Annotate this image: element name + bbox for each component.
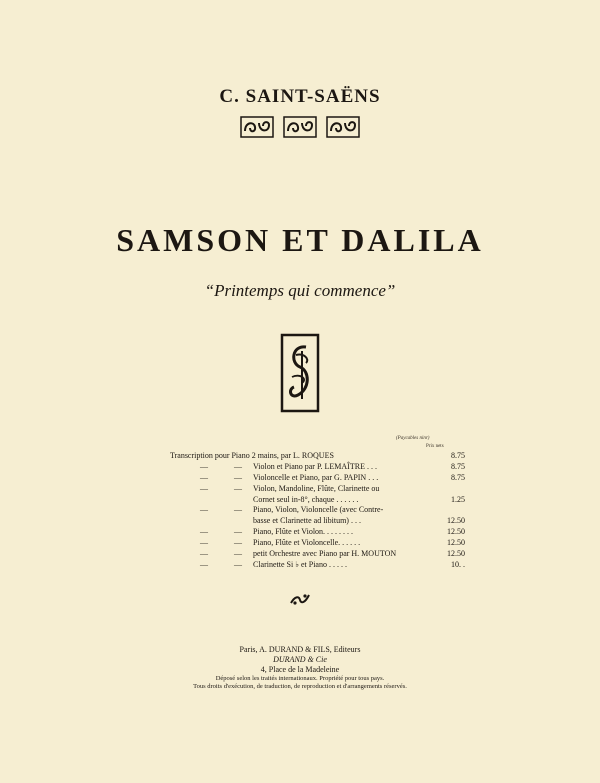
scroll-ornament-icon — [283, 116, 317, 138]
arrangement-price: 12.50 — [447, 516, 465, 526]
ditto-dash: — — [234, 483, 242, 493]
arrangement-price: 10. . — [451, 559, 465, 569]
work-subtitle: “Printemps qui commence” — [204, 281, 396, 300]
arrangement-price: 12.50 — [447, 549, 465, 559]
list-item — [170, 527, 465, 538]
list-item — [170, 451, 465, 462]
ditto-dash: — — [234, 461, 242, 471]
fleuron-icon — [289, 592, 311, 606]
arrangements-list — [170, 451, 465, 571]
arrangement-price: 8.75 — [451, 472, 465, 482]
composer-name: C. SAINT-SAËNS — [219, 86, 381, 107]
ditto-dash: — — [234, 549, 242, 559]
arrangement-text: Transcription pour Piano 2 mains, par L. ROQUES — [170, 451, 334, 460]
ditto-dash: — — [200, 527, 208, 537]
ditto-dash: — — [234, 472, 242, 482]
copyright-line: Déposé selon les traités internationaux. Propriété pour tous pays. — [215, 675, 385, 682]
list-item — [170, 560, 465, 571]
monogram-emblem-icon — [280, 333, 320, 413]
ditto-dash: — — [200, 461, 208, 471]
ditto-dash: — — [200, 538, 208, 548]
arrangement-text: Clarinette Si ♭ et Piano . . . . . — [253, 559, 347, 569]
arrangement-text: Violon, Mandoline, Flûte, Clarinette ou — [253, 483, 380, 493]
arrangement-price: 12.50 — [447, 527, 465, 537]
arrangement-price: 12.50 — [447, 538, 465, 548]
arrangement-text: Violoncelle et Piano, par G. PAPIN . . . — [253, 472, 379, 482]
arrangement-text: Violon et Piano par P. LEMAÎTRE . . . — [253, 461, 377, 471]
arrangement-price: 8.75 — [451, 461, 465, 471]
arrangement-price: 1.25 — [451, 494, 465, 504]
list-item — [170, 495, 465, 506]
ditto-dash: — — [234, 538, 242, 548]
list-item — [170, 484, 465, 495]
price-header: Prix nets — [426, 444, 444, 449]
arrangement-price: 8.75 — [451, 451, 465, 460]
arrangement-text: petit Orchestre avec Piano par H. MOUTON — [253, 549, 397, 559]
publisher-firm: DURAND & Cie — [273, 655, 327, 664]
ditto-dash: — — [200, 549, 208, 559]
list-item — [170, 505, 465, 516]
publisher-name: Paris, A. DURAND & FILS, Editeurs — [239, 645, 361, 654]
work-title: SAMSON ET DALILA — [116, 222, 484, 258]
list-item — [170, 473, 465, 484]
ditto-dash: — — [200, 472, 208, 482]
list-item — [170, 462, 465, 473]
list-item — [170, 549, 465, 560]
scroll-ornament-icon — [240, 116, 274, 138]
rights-line: Tous droits d'exécution, de traduction, de reproduction et d'arrangements réservés. — [193, 683, 407, 690]
list-item — [170, 516, 465, 527]
scroll-ornament-icon — [326, 116, 360, 138]
publisher-address: 4, Place de la Madeleine — [260, 665, 340, 674]
arrangement-text: Piano, Violon, Violoncelle (avec Contre- — [253, 505, 384, 515]
ditto-dash: — — [234, 505, 242, 515]
ditto-dash: — — [234, 559, 242, 569]
arrangement-text: basse et Clarinette ad libitum) . . . — [253, 516, 361, 526]
ditto-dash: — — [200, 505, 208, 515]
publisher-block — [0, 645, 600, 691]
arrangement-text: Piano, Flûte et Violon. . . . . . . . — [253, 527, 354, 537]
ornament-row — [240, 116, 360, 138]
price-note: (Paycables ninr) — [396, 436, 430, 441]
ditto-dash: — — [200, 483, 208, 493]
list-item — [170, 538, 465, 549]
arrangement-text: Piano, Flûte et Violoncelle. . . . . . — [253, 538, 361, 548]
ditto-dash: — — [200, 559, 208, 569]
ditto-dash: — — [234, 527, 242, 537]
arrangement-text: Cornet seul in-8°, chaque . . . . . . — [253, 494, 359, 504]
